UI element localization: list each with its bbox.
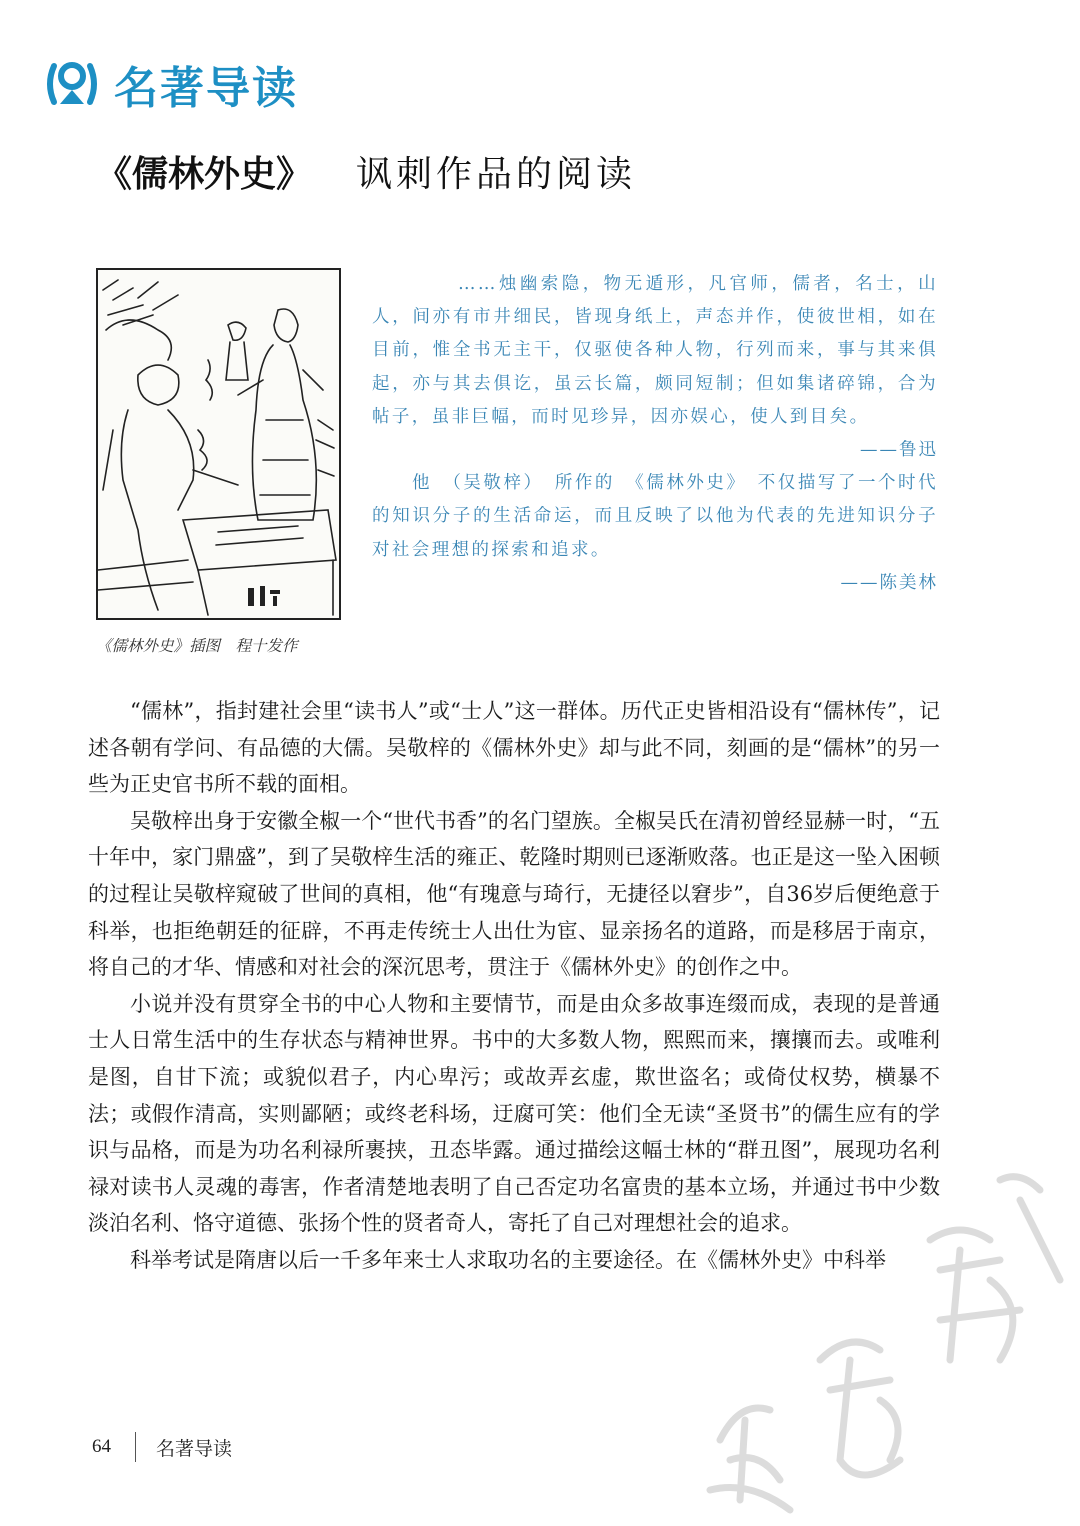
book-reading-icon <box>40 52 104 116</box>
chapter-subtitle: 讽刺作品的阅读 <box>356 154 637 195</box>
quote-luxun-text: ……烛幽索隐，物无遁形，凡官师，儒者，名士，山人，间亦有市井细民，皆现身纸上，声态并作，使彼世相，如在目前，惟全书无主干，仅驱使各种人物，行列而来，事与其来俱起，亦与其去俱讫，虽云长篇，颇同短制；但如集诸碎锦，合为帖子，虽非巨幅，而时见珍异，因亦娱心，使人到目矣。 <box>372 274 938 427</box>
page-number: 64 <box>92 1436 111 1457</box>
body-text <box>88 693 940 1279</box>
body-paragraph: 小说并没有贯穿全书的中心人物和主要情节，而是由众多故事连缀而成，表现的是普通士人日常生活中的生存状态与精神世界。书中的大多数人物，熙熙而来，攘攘而去。或唯利是图，自甘下流；或貌似君子，内心卑污；或故弄玄虚，欺世盗名；或倚仗权势，横暴不法；或假作清高，实则鄙陋；或终老科场，迂腐可笑：他们全无读“圣贤书”的儒生应有的学识与品格，而是为功名利禄所裹挟，丑态毕露。通过描绘这幅士林的“群丑图”，展现功名利禄对读书人灵魂的毒害，作者清楚地表明了自己否定功名富贵的基本立场，并通过书中少数淡泊名利、恪守道德、张扬个性的贤者奇人，寄托了自己对理想社会的追求。 <box>88 991 940 1236</box>
illustration-sketch <box>98 270 339 618</box>
quote-luxun-attribution: ——鲁迅 <box>860 440 938 461</box>
illustration-caption: 《儒林外史》插图 程十发作 <box>96 637 298 655</box>
section-title: 名著导读 <box>114 63 298 114</box>
chapter-book-title: 《儒林外史》 <box>96 153 313 195</box>
chapter-title <box>96 146 636 197</box>
footer-section-label: 名著导读 <box>156 1437 233 1460</box>
quote-chenmeilin-text: 他 （吴敬梓） 所作的 《儒林外史》 不仅描写了一个时代的知识分子的生活命运，而且反映了以他为代表的先进知识分子对社会理想的探索和追求。 <box>372 473 938 560</box>
page-footer <box>92 1432 232 1462</box>
quote-chenmeilin-attribution: ——陈美林 <box>840 572 938 593</box>
section-header <box>40 52 298 116</box>
illustration-image <box>96 268 341 620</box>
footer-divider <box>135 1432 136 1462</box>
quote-block <box>372 268 938 600</box>
body-paragraph: 科举考试是隋唐以后一千多年来士人求取功名的主要途径。在《儒林外史》中科举 <box>130 1247 886 1272</box>
body-paragraph: “儒林”，指封建社会里“读书人”或“士人”这一群体。历代正史皆相沿设有“儒林传”，记述各朝有学问、有品德的大儒。吴敬梓的《儒林外史》却与此不同，刻画的是“儒林”的另一些为正史官书所不载的面相。 <box>88 699 940 797</box>
body-paragraph: 吴敬梓出身于安徽全椒一个“世代书香”的名门望族。全椒吴氏在清初曾经显赫一时，“五十年中，家门鼎盛”，到了吴敬梓生活的雍正、乾隆时期则已逐渐败落。也正是这一坠入困顿的过程让吴敬梓窥破了世间的真相，他“有瑰意与琦行，无捷径以窘步”，自36岁后便绝意于科举，也拒绝朝廷的征辟，不再走传统士人出仕为宦、显亲扬名的道路，而是移居于南京，将自己的才华、情感和对社会的深沉思考，贯注于《儒林外史》的创作之中。 <box>88 808 940 980</box>
